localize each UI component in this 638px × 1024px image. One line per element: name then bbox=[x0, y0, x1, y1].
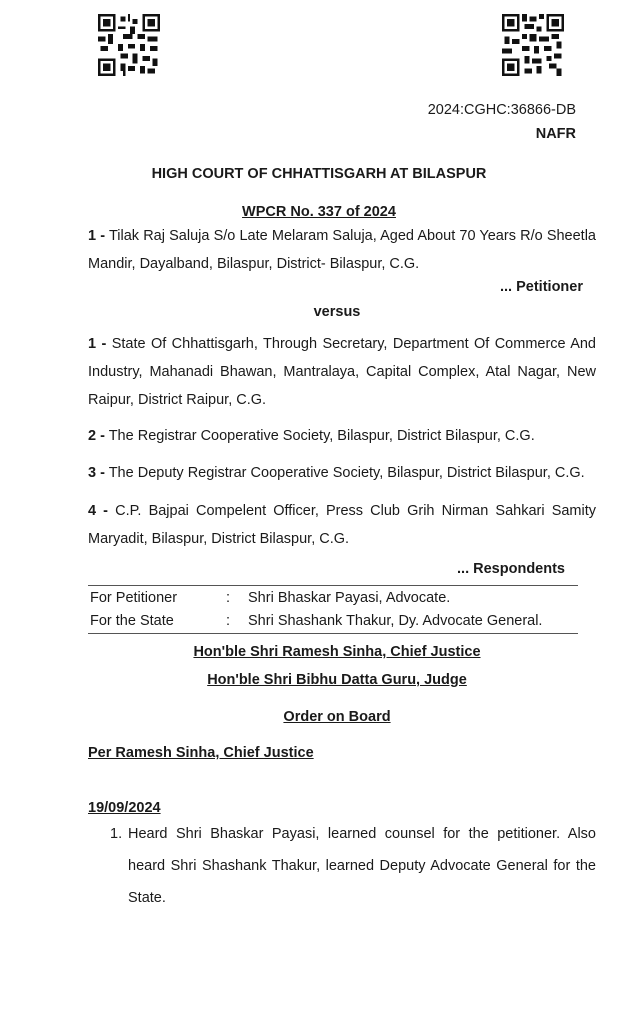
counsel-name: Shri Bhaskar Payasi, Advocate. bbox=[248, 590, 451, 606]
order-title: Order on Board bbox=[283, 709, 391, 725]
counsel-separator: : bbox=[226, 590, 231, 606]
bench-judge-2: Hon'ble Shri Bibhu Datta Guru, Judge bbox=[207, 672, 467, 688]
bench-judge-1: Hon'ble Shri Ramesh Sinha, Chief Justice bbox=[193, 644, 481, 660]
respondent-number: 2 - bbox=[88, 428, 105, 444]
petitioner-text: Tilak Raj Saluja S/o Late Melaram Saluja, Aged About 70 Years R/o Sheetla Mandir, Dayalband, Bilaspur, District- Bilaspur, C.G. bbox=[88, 228, 596, 272]
respondent-number: 1 - bbox=[88, 336, 107, 352]
petitioner-label: ... Petitioner bbox=[500, 279, 583, 295]
counsel-row-petitioner bbox=[88, 590, 578, 612]
neutral-citation: 2024:CGHC:36866-DB bbox=[427, 102, 576, 118]
versus-label: versus bbox=[313, 304, 361, 320]
respondent-number: 3 - bbox=[88, 465, 105, 481]
respondent-4 bbox=[88, 497, 596, 553]
respondents-label: ... Respondents bbox=[457, 561, 565, 577]
order-paragraph-number: 1. bbox=[110, 826, 123, 842]
respondent-2 bbox=[88, 422, 596, 450]
petitioner-paragraph bbox=[88, 222, 596, 278]
respondent-text: The Deputy Registrar Cooperative Society, Bilaspur, District Bilaspur, C.G. bbox=[108, 465, 585, 481]
order-paragraphs bbox=[88, 818, 596, 914]
counsel-separator: : bbox=[226, 613, 231, 629]
respondent-text: C.P. Bajpai Compelent Officer, Press Club Grih Nirman Sahkari Samity Maryadit, Bilaspur, District Bilaspur, C.G. bbox=[88, 503, 597, 547]
respondent-text: State Of Chhattisgarh, Through Secretary, Department Of Commerce And Industry, Mahanadi Bhawan, Mantralaya, Capital Complex, Atal Nagar, New Raipur, District Raipur, C.G. bbox=[88, 336, 596, 408]
respondent-1 bbox=[88, 330, 596, 414]
nafr-label: NAFR bbox=[535, 126, 576, 142]
qr-code-left-icon bbox=[98, 14, 160, 76]
qr-code-right-icon bbox=[502, 14, 564, 76]
respondent-text: The Registrar Cooperative Society, Bilaspur, District Bilaspur, C.G. bbox=[108, 428, 535, 444]
court-title: HIGH COURT OF CHHATTISGARH AT BILASPUR bbox=[151, 166, 487, 182]
counsel-name: Shri Shashank Thakur, Dy. Advocate General. bbox=[248, 613, 543, 629]
counsel-bottom-rule bbox=[88, 633, 578, 634]
order-paragraph-1 bbox=[88, 818, 596, 914]
respondent-number: 4 - bbox=[88, 503, 109, 519]
per-judge: Per Ramesh Sinha, Chief Justice bbox=[88, 745, 314, 761]
counsel-party: For the State bbox=[90, 613, 174, 629]
order-date: 19/09/2024 bbox=[88, 800, 161, 816]
case-number: WPCR No. 337 of 2024 bbox=[242, 204, 396, 220]
respondent-3 bbox=[88, 459, 596, 487]
counsel-row-state bbox=[88, 613, 578, 635]
order-paragraph-text: Heard Shri Bhaskar Payasi, learned counsel for the petitioner. Also heard Shri Shashank Thakur, learned Deputy Advocate General for the State. bbox=[128, 826, 596, 906]
petitioner-number: 1 - bbox=[88, 228, 106, 244]
counsel-top-rule bbox=[88, 585, 578, 586]
counsel-party: For Petitioner bbox=[90, 590, 178, 606]
